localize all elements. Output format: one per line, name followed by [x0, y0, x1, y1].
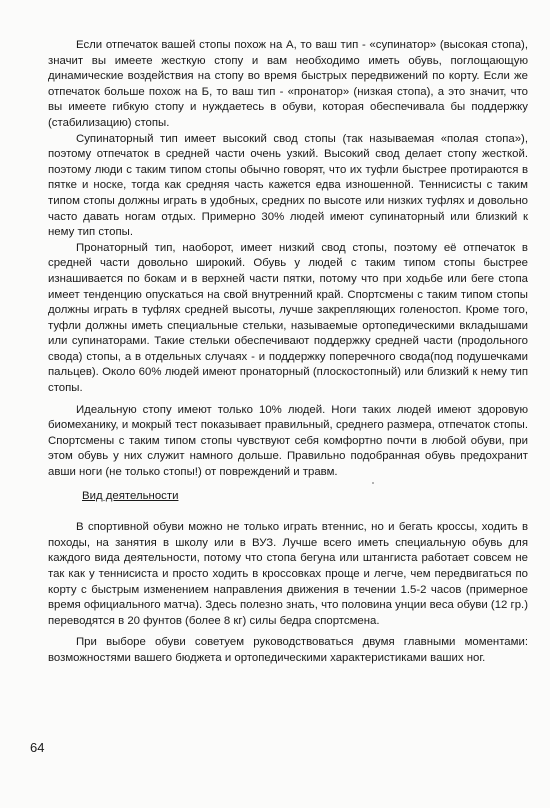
paragraph-activity-shoes: В спортивной обуви можно не только играть втеннис, но и бегать кроссы, ходить в походы, на занятия в школу или в ВУЗ. Лучше всего иметь специальную обувь для каждого вида деятельности, потому что стопа бегуна или штангиста работает совсем не так как у теннисиста и просто ходить в кроссовках проще и легче, чем передвигаться по корту с быстрым изменением направления движения в течении 1.5-2 часов (примерное время официального матча). Здесь полезно знать, что половина унции веса обуви (12 гр.) переводятся в 20 фунтов (более 8 кг) силы бедра спортсмена.	[48, 521, 528, 627]
scan-speck	[372, 482, 374, 484]
body-text	[48, 38, 528, 667]
paragraph-pronator-type: Пронаторный тип, наоборот, имеет низкий свод стопы, поэтому её отпечаток в средней части довольно широкий. Обувь у людей с таким типом стопы быстрее изнашивается по бокам и в верхней части пятки, потому что при ходьбе или беге стопа имеет тенденцию опускаться на свой внутренний край. Спортсмены с таким типом стопы должны играть в туфлях средней высоты, лучше закрепляющих голеностоп. Кроме того, туфли должны иметь специальные стельки, называемые ортопедическими вкладышами или супинаторами. Такие стельки обеспечивают поддержку средней части (продольного свода) стопы, а в отдельных случаях - и поддержку поперечного свода(под подушечками пальцев). Около 60% людей имеют пронаторный (плоскостопный) или близкий к нему тип стопы.	[48, 241, 528, 395]
paragraph-ideal-foot: Идеальную стопу имеют только 10% людей. Ноги таких людей имеют здоровую биомеханику, и мокрый тест показывает правильный, среднего размера, отпечаток стопы. Спортсмены с таким типом стопы чувствуют себя комфортно почти в любой обуви, при этом обувь у них служит намного дольше. Правильно подобранная обувь предохранит авши ноги (не только стопы!) от повреждений и травм.	[48, 403, 528, 479]
paragraph-supinator-type: Супинаторный тип имеет высокий свод стопы (так называемая «полая стопа»), поэтому отпечаток в средней части очень узкий. Высокий свод делает стопу жесткой. поэтому люди с таким типом стопы обычно говорят, что их туфли быстрее протираются в пятке и носке, тогда как средняя часть кажется едва изношенной. Теннисисты с таким типом стопы должны играть в удобных, средних по высоте или низких туфлях и довольно часто давать ногам отдых. Примерно 30% людей имеют супинаторный или близкий к нему тип стопы.	[48, 132, 528, 239]
paragraph-shoe-choice: При выборе обуви советуем руководствоваться двумя главными моментами: возможностями вашего бюджета и ортопедическими характеристиками ваших ног.	[48, 636, 528, 664]
paragraph-foot-type-intro: Если отпечаток вашей стопы похож на А, то ваш тип - «супинатор» (высокая стопа), значит вы имеете жесткую стопу и вам необходимо иметь обувь, поглощающую динамические воздействия на стопу во время быстрых передвижений по корту. Если же отпечаток больше похож на Б, то ваш тип - «пронатор» (низкая стопа), а это значит, что вы имеете гибкую стопу и нуждаетесь в обуви, которая обеспечивала бы поддержку (стабилизацию) стопы.	[48, 39, 528, 129]
section-heading-activity: Вид деятельности	[82, 489, 179, 502]
page-number: 64	[30, 740, 45, 755]
